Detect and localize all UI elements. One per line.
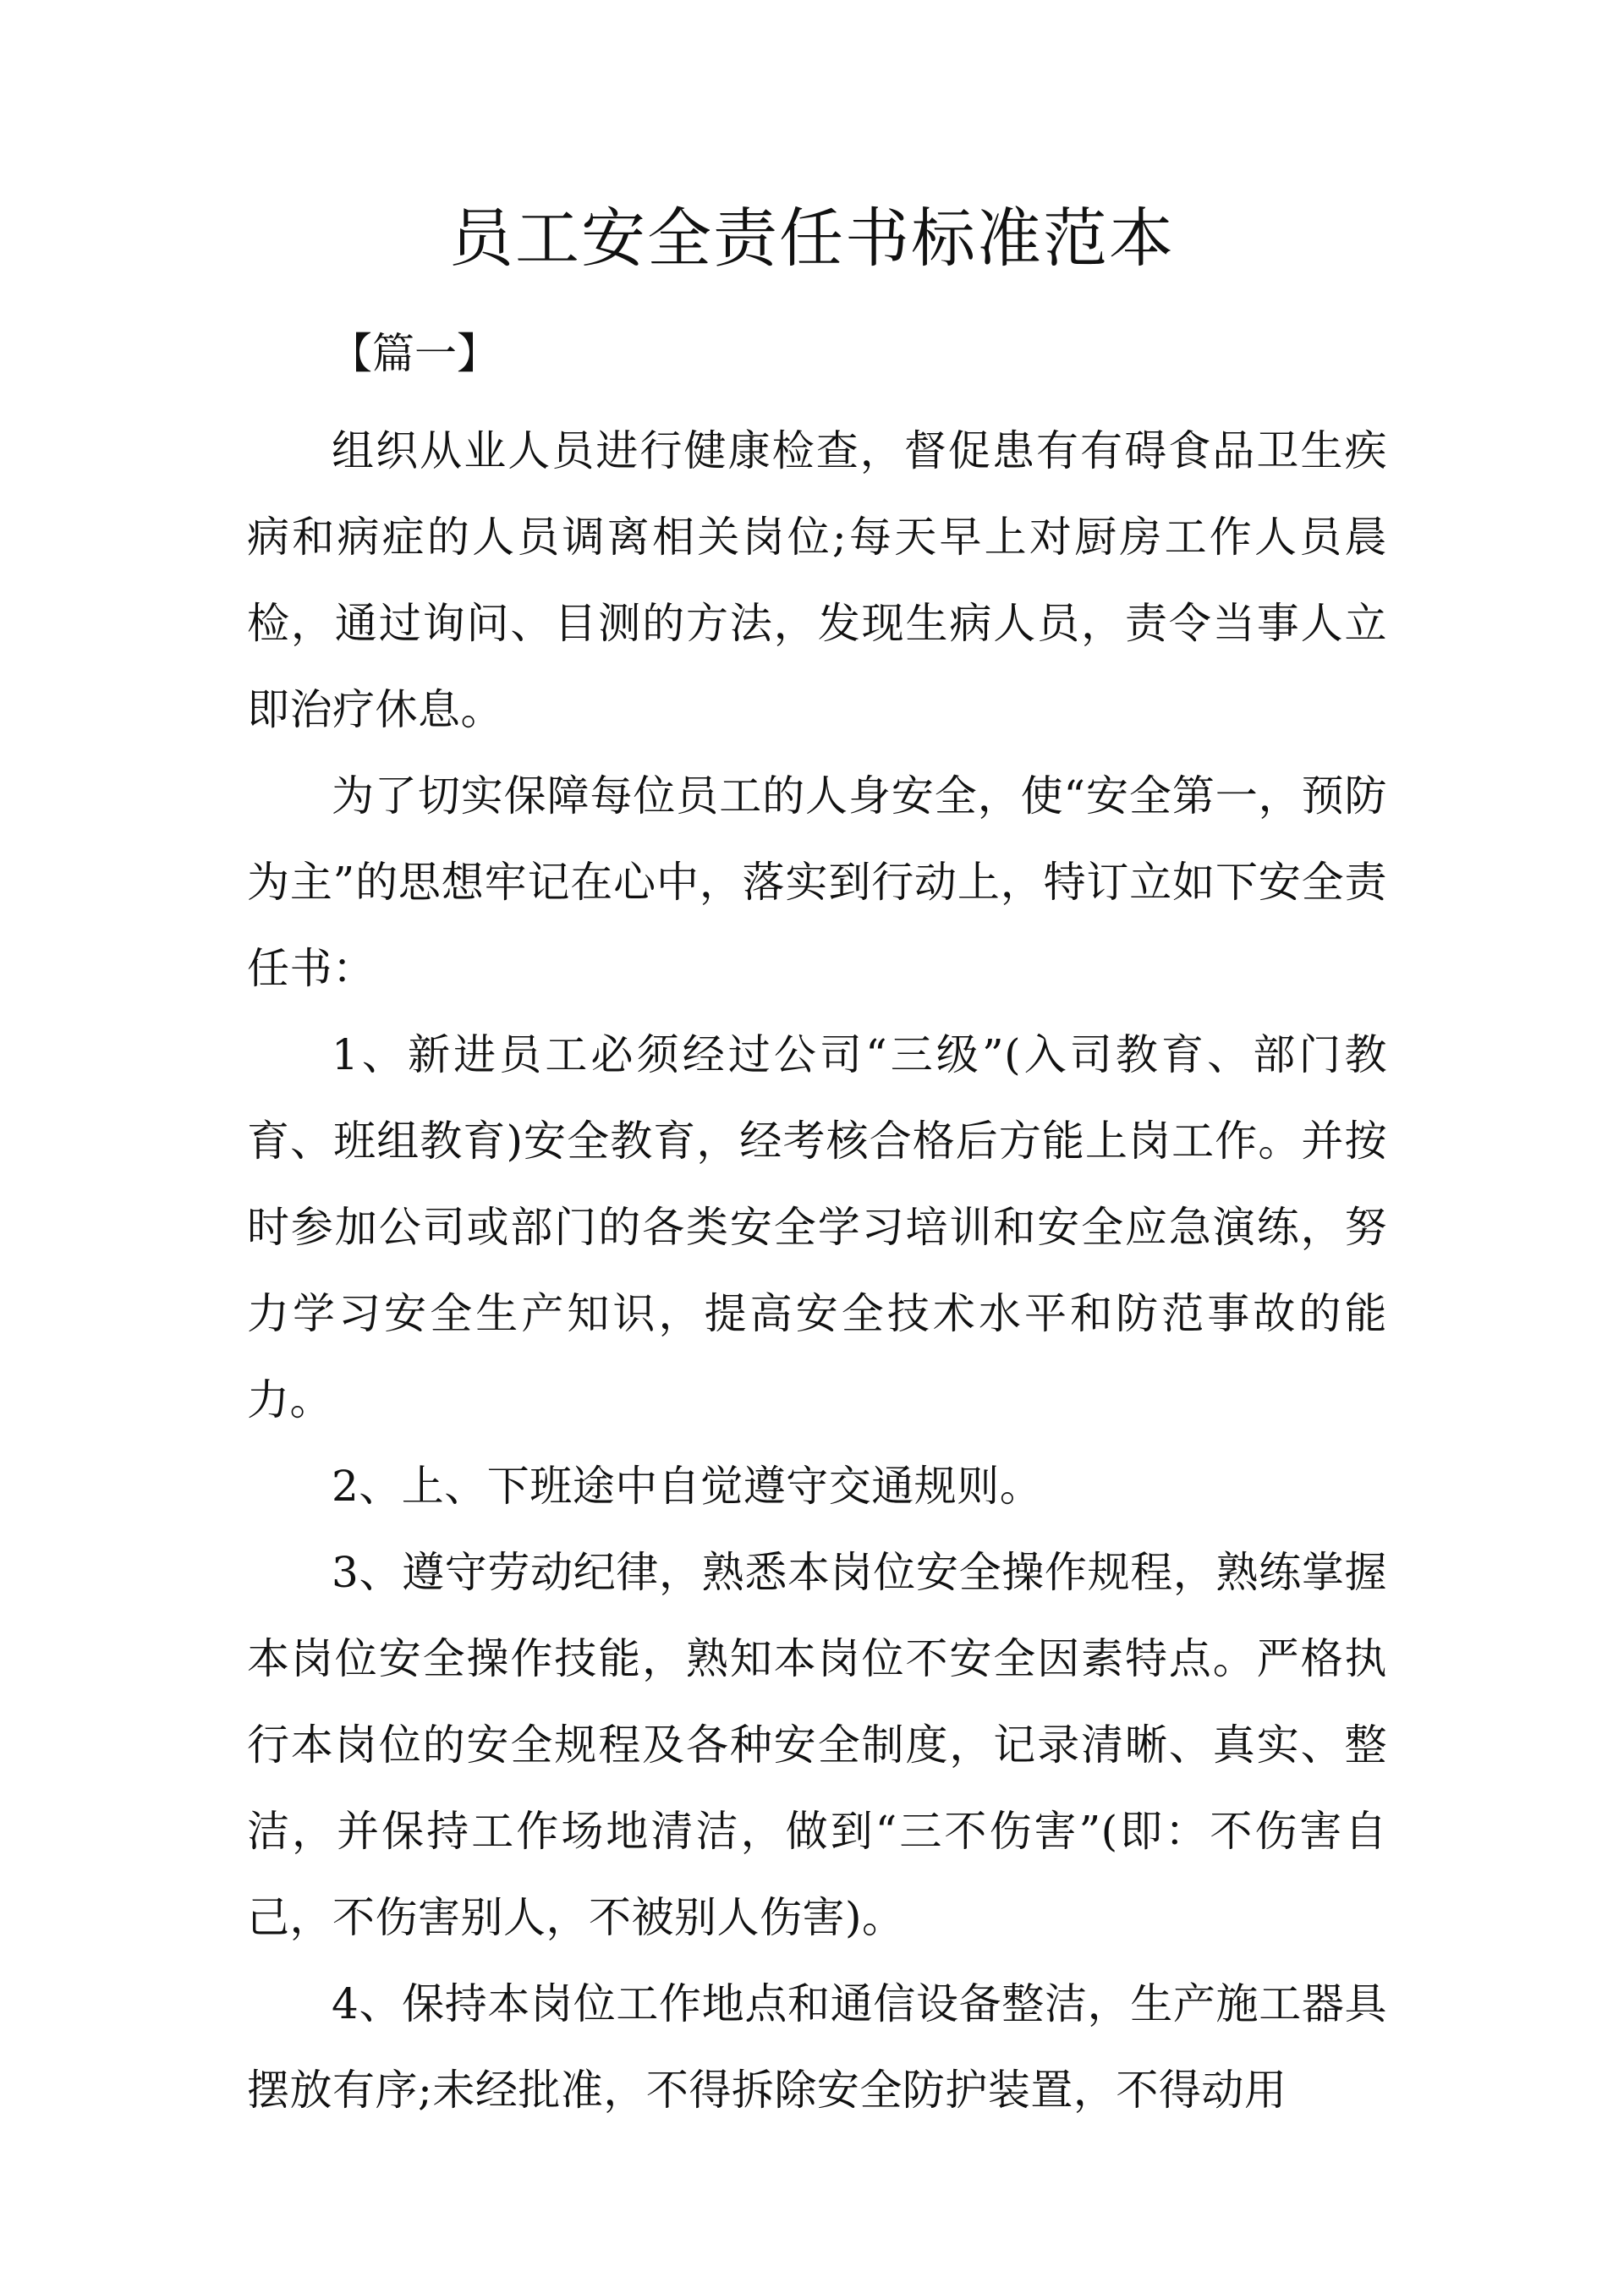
- paragraph: 4、保持本岗位工作地点和通信设备整洁，生产施工器具摆放有序;未经批准，不得拆除安全防护装置，不得动用: [247, 1979, 1387, 2115]
- paragraph: 3、遵守劳动纪律，熟悉本岗位安全操作规程，熟练掌握本岗位安全操作技能，熟知本岗位不安全因素特点。严格执行本岗位的安全规程及各种安全制度，记录清晰、真实、整洁，并保持工作场地清洁，做到“三不伤害”(即：不伤害自己，不伤害别人，不被别人伤害)。: [247, 1548, 1387, 1942]
- paragraph: 1、新进员工必须经过公司“三级”(入司教育、部门教育、班组教育)安全教育，经考核合格后方能上岗工作。并按时参加公司或部门的各类安全学习培训和安全应急演练，努力学习安全生产知识，提高安全技术水平和防范事故的能力。: [247, 1030, 1387, 1424]
- paragraph: 为了切实保障每位员工的人身安全，使“安全第一，预防为主”的思想牢记在心中，落实到行动上，特订立如下安全责任书：: [247, 771, 1387, 993]
- document-title: 员工安全责任书标准范本: [449, 200, 1175, 276]
- paragraph: 2、上、下班途中自觉遵守交通规则。: [332, 1462, 1043, 1511]
- document-body: [247, 408, 1387, 2133]
- section-label: 【篇一】: [330, 329, 499, 378]
- paragraph: 组织从业人员进行健康检查，督促患有有碍食品卫生疾病和病症的人员调离相关岗位;每天早上对厨房工作人员晨检，通过询问、目测的方法，发现生病人员，责令当事人立即治疗休息。: [247, 426, 1387, 734]
